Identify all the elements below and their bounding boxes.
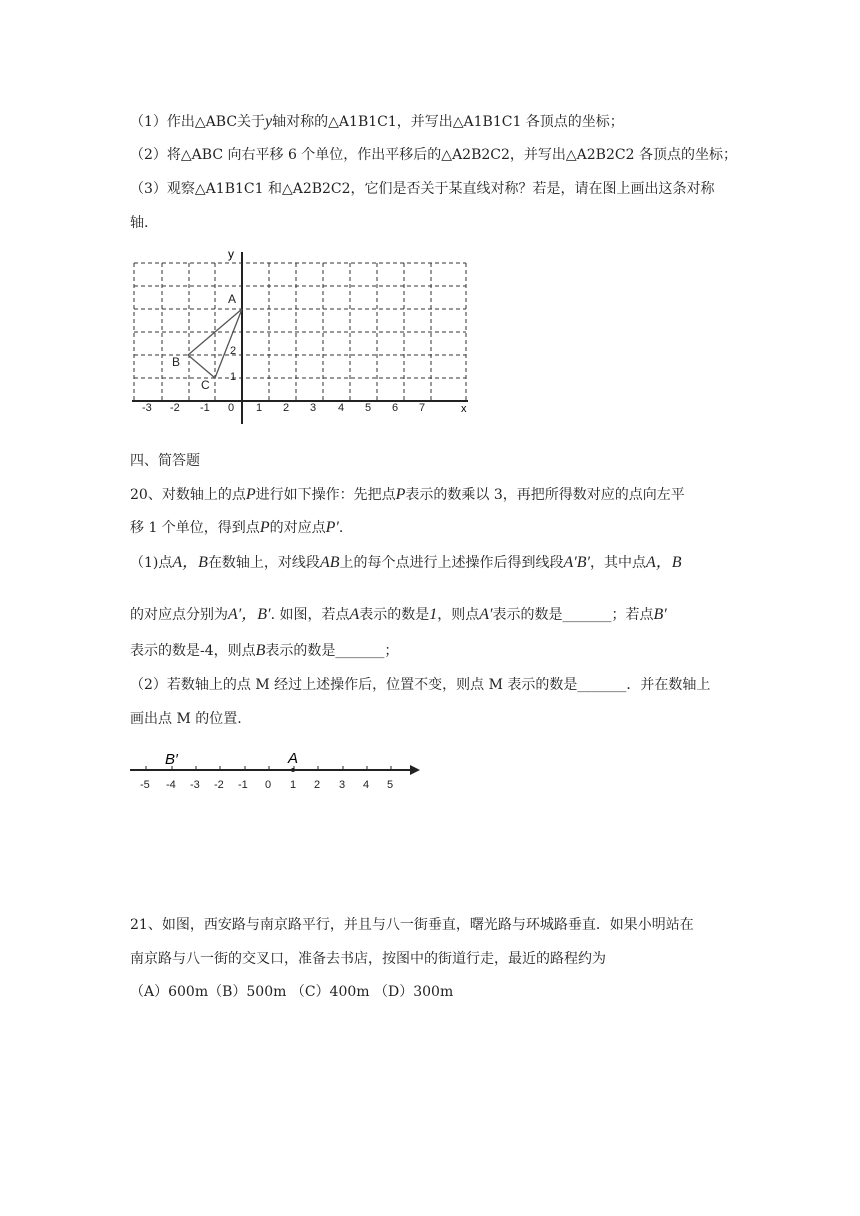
nl-tick-0: 0 xyxy=(265,779,272,791)
label-b-prime: B′ xyxy=(165,751,178,768)
x-tick-6: 6 xyxy=(392,402,399,414)
q20-line1: 20、对数轴上的点P进行如下操作：先把点P表示的数乘以 3，再把所得数对应的点向左平 xyxy=(130,486,685,503)
q19-part1: （1）作出△ABC关于y轴对称的△A1B1C1，并写出△A1B1C1 各顶点的坐标； xyxy=(130,113,624,130)
q19-part3: （3）观察△A1B1C1 和△A2B2C2，它们是否关于某直线对称？若是，请在图上画出这条对称 xyxy=(130,181,715,197)
q19-part3-cont: 轴. xyxy=(130,215,149,231)
q20-part2: （2）若数轴上的点 M 经过上述操作后，位置不变，则点 M 表示的数是_______．并在数轴上 xyxy=(130,677,711,693)
nl-tick-3: 3 xyxy=(339,779,346,791)
x-tick-0: 0 xyxy=(228,402,235,414)
number-line-figure xyxy=(128,748,428,796)
q21-options: （A）600m（B）500m （C）400m （D）300m xyxy=(130,984,454,1000)
nl-tick-1: 1 xyxy=(290,779,297,791)
point-a-dot xyxy=(291,768,295,772)
label-a: A xyxy=(288,750,299,767)
nl-tick-neg2: -2 xyxy=(214,779,224,791)
x-tick-4: 4 xyxy=(338,402,345,414)
x-axis-label: x xyxy=(461,403,467,415)
nl-tick-4: 4 xyxy=(363,779,370,791)
coordinate-grid-figure xyxy=(128,246,474,424)
point-a-label: A xyxy=(228,292,237,306)
q21-line1: 21、如图，西安路与南京路平行，并且与八一街垂直，曙光路与环城路垂直．如果小明站在 xyxy=(130,917,694,933)
y-tick-1: 1 xyxy=(230,371,237,383)
arrow-head xyxy=(410,765,420,775)
x-tick-1: 1 xyxy=(256,402,263,414)
nl-tick-neg4: -4 xyxy=(166,779,176,791)
grid-lines xyxy=(134,263,466,401)
x-tick-5: 5 xyxy=(365,402,372,414)
nl-tick-5: 5 xyxy=(387,779,394,791)
q19-part2: （2）将△ABC 向右平移 6 个单位，作出平移后的△A2B2C2，并写出△A2B2C2 各顶点的坐标； xyxy=(130,147,737,163)
q20-line4: 的对应点分别为A′，B′. 如图，若点A表示的数是1，则点A′表示的数是_______；若点B′ xyxy=(130,606,667,623)
x-tick-3: 3 xyxy=(310,402,317,414)
q20-part2-cont: 画出点 M 的位置. xyxy=(130,711,242,727)
q20-line5: 表示的数是-4，则点B表示的数是_______； xyxy=(130,642,399,659)
point-c-label: C xyxy=(201,378,210,392)
y-tick-2: 2 xyxy=(230,345,237,357)
nl-tick-neg3: -3 xyxy=(190,779,200,791)
point-b-label: B xyxy=(172,355,181,369)
x-tick-neg3: -3 xyxy=(142,402,152,414)
q20-line3: （1)点A，B在数轴上，对线段AB上的每个点进行上述操作后得到线段A′B′，其中点A，B xyxy=(130,554,682,571)
x-tick-7: 7 xyxy=(419,402,426,414)
nl-tick-neg1: -1 xyxy=(238,779,248,791)
nl-tick-2: 2 xyxy=(314,779,321,791)
var-y: y xyxy=(265,113,273,130)
q20-line2: 移 1 个单位，得到点P的对应点P′. xyxy=(130,519,344,536)
x-tick-2: 2 xyxy=(283,402,290,414)
section-heading: 四、简答题 xyxy=(130,453,200,469)
x-tick-neg1: -1 xyxy=(200,402,210,414)
x-tick-neg2: -2 xyxy=(170,402,180,414)
y-axis-label: y xyxy=(228,247,234,261)
q21-line2: 南京路与八一街的交叉口，准备去书店，按图中的街道行走，最近的路程约为 xyxy=(130,951,606,967)
nl-tick-neg5: -5 xyxy=(140,779,150,791)
